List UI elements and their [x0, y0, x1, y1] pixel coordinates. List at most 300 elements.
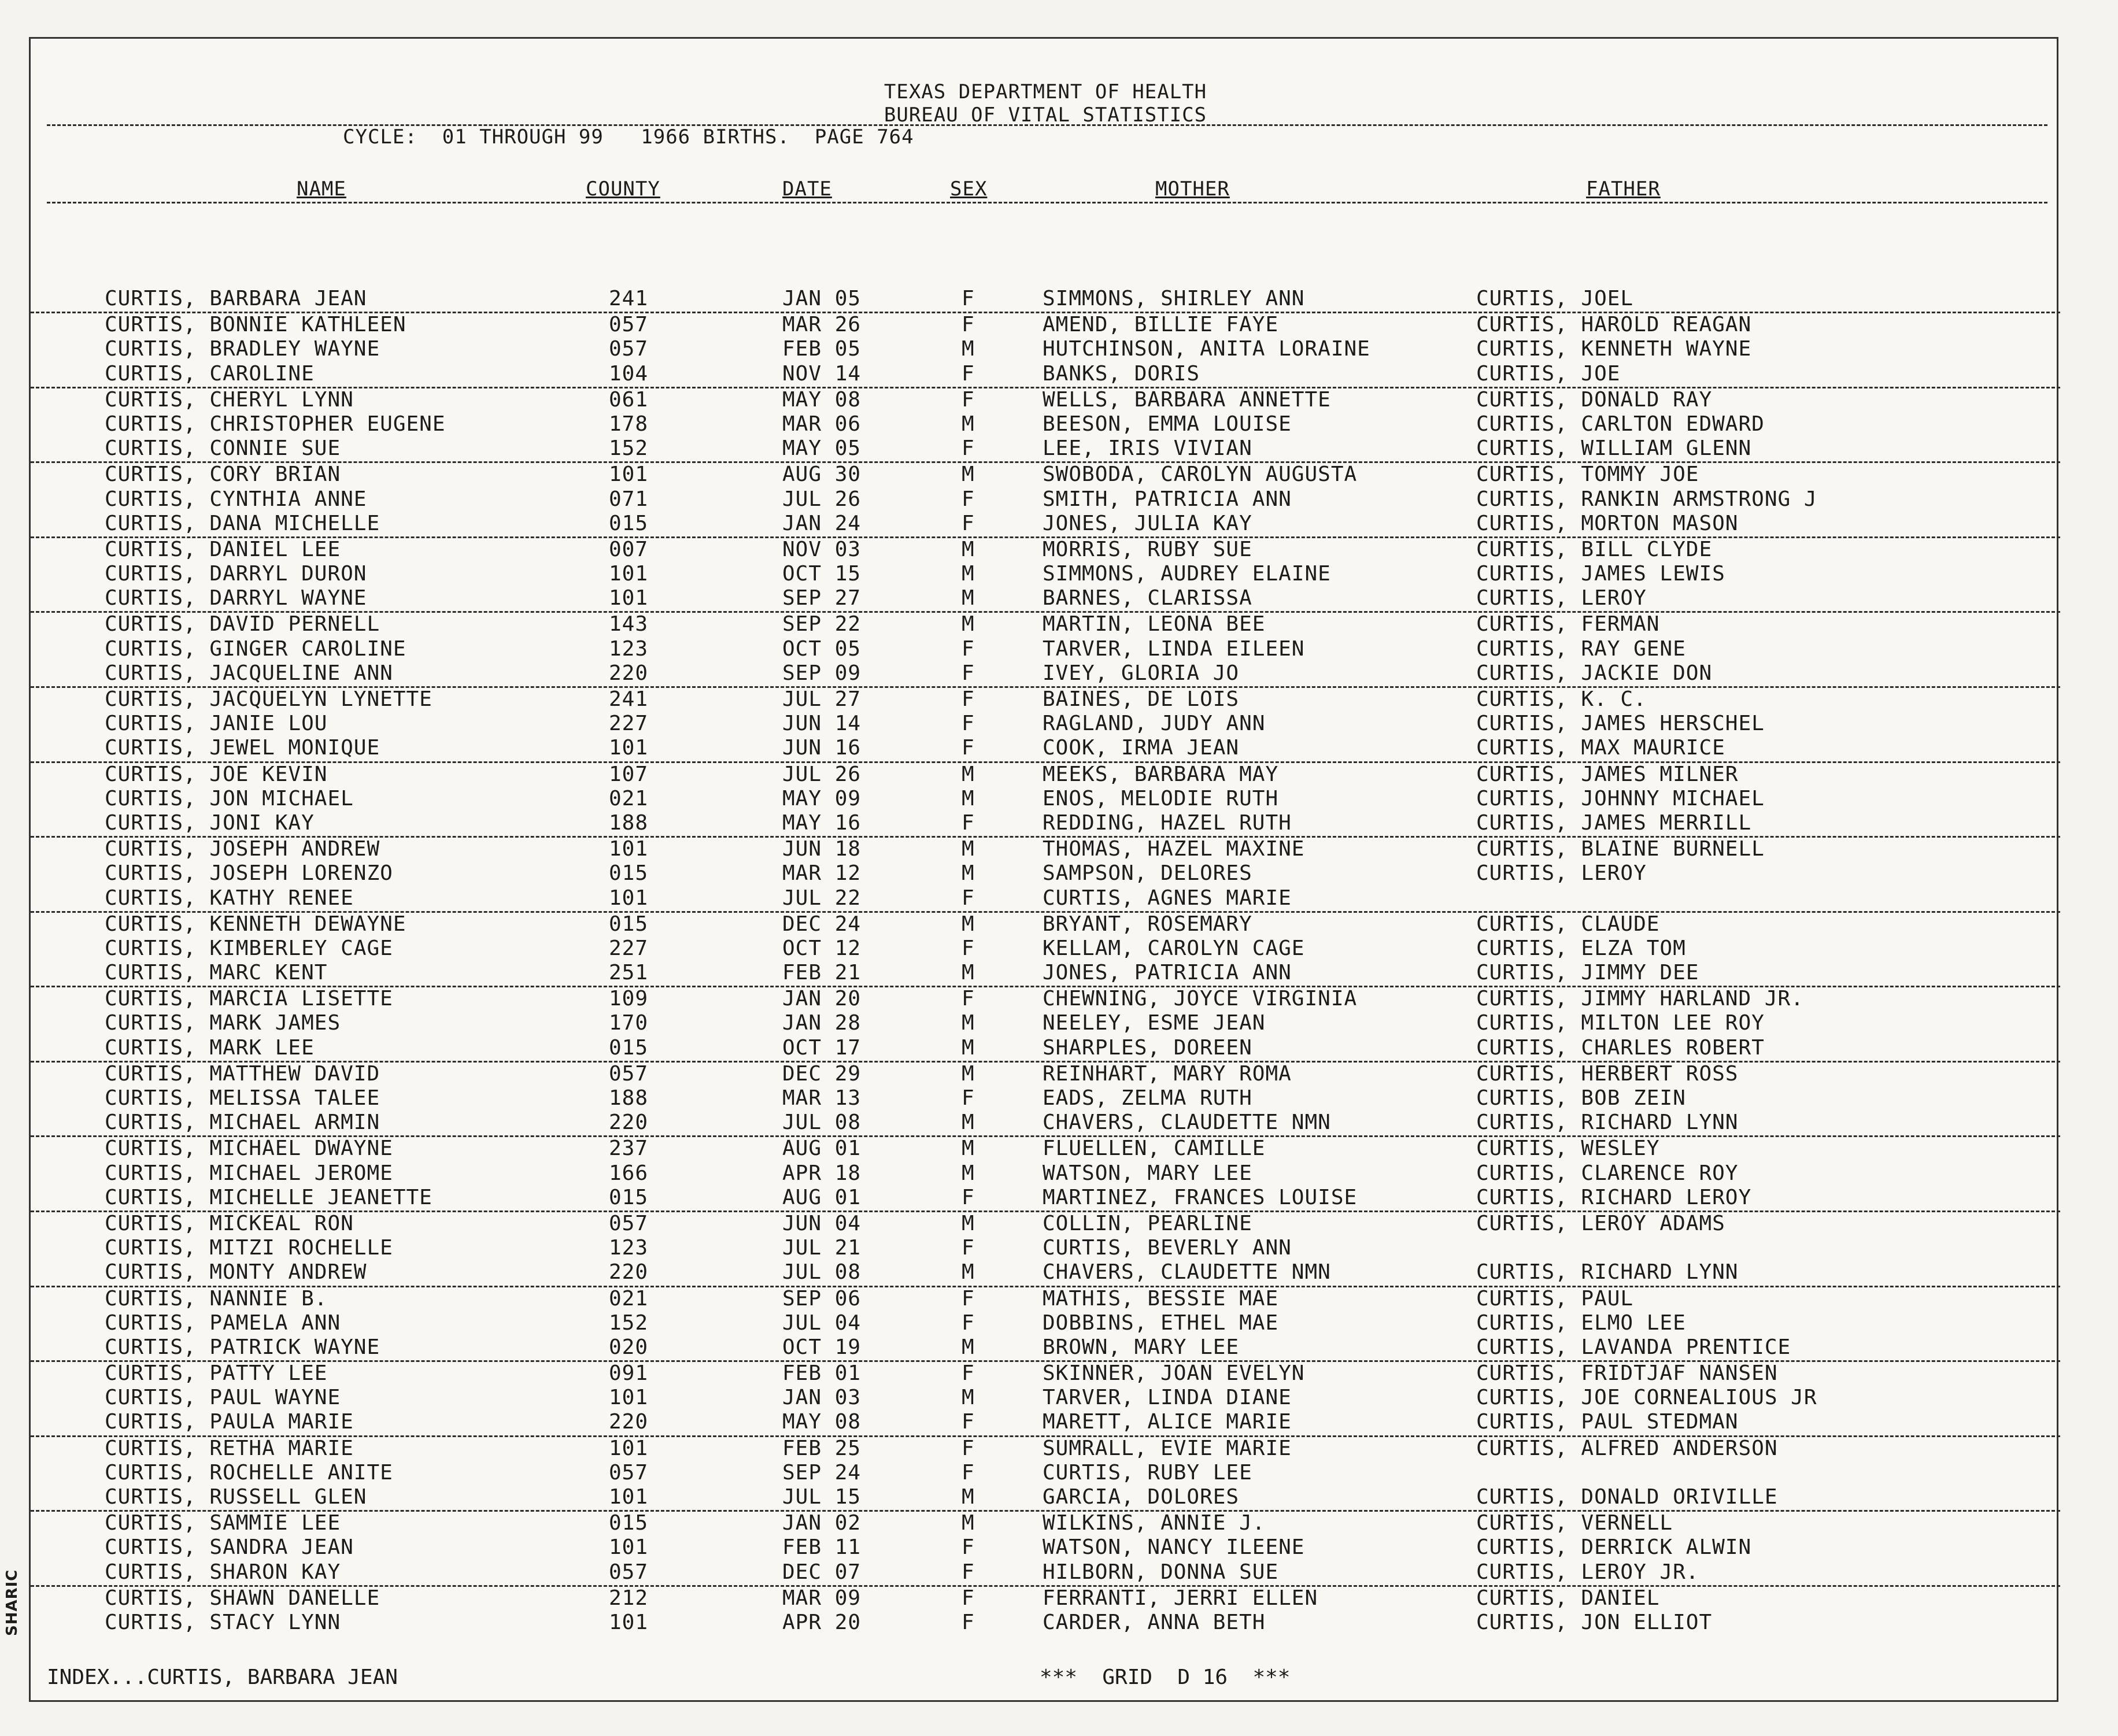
cell-date: JUL 26	[782, 487, 862, 511]
cell-name: CURTIS, NANNIE B.	[105, 1286, 328, 1311]
cell-father: CURTIS, PAUL	[1476, 1286, 1634, 1311]
cell-date: AUG 30	[782, 462, 862, 487]
cell-name: CURTIS, JACQUELINE ANN	[105, 661, 393, 685]
cell-county: 123	[609, 636, 649, 661]
table-row	[31, 587, 2060, 613]
cell-name: CURTIS, DARRYL WAYNE	[105, 586, 367, 610]
cell-county: 021	[609, 1286, 649, 1311]
cell-date: SEP 27	[782, 586, 862, 610]
cell-name: CURTIS, MITZI ROCHELLE	[105, 1236, 393, 1260]
cell-sex: M	[962, 1260, 975, 1285]
cell-county: 237	[609, 1137, 649, 1161]
cell-mother: CURTIS, AGNES MARIE	[1043, 886, 1292, 910]
cell-sex: F	[962, 1311, 975, 1335]
cell-father: CURTIS, FRIDTJAF NANSEN	[1476, 1361, 1778, 1386]
cell-date: OCT 17	[782, 1035, 862, 1060]
cell-name: CURTIS, CAROLINE	[105, 361, 315, 386]
cell-mother: CHAVERS, CLAUDETTE NMN	[1043, 1260, 1331, 1285]
cell-county: 101	[609, 1386, 649, 1410]
table-row	[31, 463, 2060, 487]
cell-name: CURTIS, CORY BRIAN	[105, 462, 341, 487]
cell-name: CURTIS, MICHAEL JEROME	[105, 1161, 393, 1185]
cell-name: CURTIS, SHAWN DANELLE	[105, 1586, 380, 1610]
cell-date: DEC 29	[782, 1061, 862, 1086]
cell-father: CURTIS, RICHARD LEROY	[1476, 1185, 1752, 1209]
cell-date: SEP 06	[782, 1286, 862, 1311]
table-row	[31, 987, 2060, 1012]
cell-sex: F	[962, 1086, 975, 1110]
cell-date: FEB 05	[782, 337, 862, 361]
cell-county: 015	[609, 912, 649, 936]
cell-name: CURTIS, SAMMIE LEE	[105, 1511, 341, 1535]
cell-sex: F	[962, 1236, 975, 1260]
table-row	[31, 362, 2060, 388]
index-label: INDEX...CURTIS, BARBARA JEAN	[47, 1665, 398, 1689]
cell-name: CURTIS, JOSEPH ANDREW	[105, 837, 380, 861]
cell-name: CURTIS, BONNIE KATHLEEN	[105, 313, 406, 337]
cell-mother: SKINNER, JOAN EVELYN	[1043, 1361, 1305, 1386]
side-label: SHARIC	[3, 1569, 21, 1636]
cell-county: 166	[609, 1161, 649, 1185]
cell-father: CURTIS, CLARENCE ROY	[1476, 1161, 1739, 1185]
cell-father: CURTIS, CARLTON EDWARD	[1476, 412, 1765, 436]
cell-sex: F	[962, 687, 975, 711]
cell-sex: M	[962, 537, 975, 561]
cell-father: CURTIS, DANIEL	[1476, 1586, 1660, 1610]
cell-mother: TARVER, LINDA DIANE	[1043, 1386, 1292, 1410]
cell-father: CURTIS, HAROLD REAGAN	[1476, 313, 1752, 337]
cell-name: CURTIS, JOE KEVIN	[105, 762, 328, 786]
cell-sex: M	[962, 562, 975, 586]
cell-name: CURTIS, MARK JAMES	[105, 1011, 341, 1035]
cell-sex: F	[962, 636, 975, 661]
cell-county: 091	[609, 1361, 649, 1386]
cell-name: CURTIS, DANA MICHELLE	[105, 511, 380, 535]
cell-name: CURTIS, CHRISTOPHER EUGENE	[105, 412, 446, 436]
cell-date: JUL 22	[782, 886, 862, 910]
table-row	[31, 613, 2060, 637]
cell-name: CURTIS, KIMBERLEY CAGE	[105, 936, 393, 960]
cell-father: CURTIS, LEROY	[1476, 861, 1647, 886]
cell-mother: MATHIS, BESSIE MAE	[1043, 1286, 1279, 1311]
cell-name: CURTIS, CYNTHIA ANNE	[105, 487, 367, 511]
cell-county: 152	[609, 436, 649, 461]
cell-county: 241	[609, 687, 649, 711]
cell-date: FEB 25	[782, 1436, 862, 1460]
cell-father: CURTIS, RAY GENE	[1476, 636, 1686, 661]
table-row	[31, 287, 2060, 313]
cell-name: CURTIS, BRADLEY WAYNE	[105, 337, 380, 361]
cell-mother: COOK, IRMA JEAN	[1043, 736, 1240, 760]
column-header-father: FATHER	[1586, 177, 1661, 201]
cell-mother: THOMAS, HAZEL MAXINE	[1043, 837, 1305, 861]
cell-sex: F	[962, 487, 975, 511]
cell-date: MAR 26	[782, 313, 862, 337]
table-row	[31, 1212, 2060, 1237]
cell-county: 104	[609, 361, 649, 386]
cell-father: CURTIS, HERBERT ROSS	[1476, 1061, 1739, 1086]
cell-mother: SMITH, PATRICIA ANN	[1043, 487, 1292, 511]
cell-date: OCT 05	[782, 636, 862, 661]
cell-county: 101	[609, 1436, 649, 1460]
cell-name: CURTIS, JONI KAY	[105, 810, 315, 835]
cell-sex: F	[962, 987, 975, 1011]
cell-sex: F	[962, 936, 975, 960]
cell-sex: F	[962, 511, 975, 535]
cell-sex: F	[962, 810, 975, 835]
cell-county: 188	[609, 810, 649, 835]
table-row	[31, 1087, 2060, 1111]
cell-mother: WATSON, MARY LEE	[1043, 1161, 1252, 1185]
cell-date: JAN 03	[782, 1386, 862, 1410]
cell-date: JUL 15	[782, 1485, 862, 1509]
cell-name: CURTIS, PAUL WAYNE	[105, 1386, 341, 1410]
cell-name: CURTIS, JACQUELYN LYNETTE	[105, 687, 433, 711]
cell-sex: M	[962, 912, 975, 936]
cell-name: CURTIS, MARC KENT	[105, 961, 328, 985]
cell-father: CURTIS, BILL CLYDE	[1476, 537, 1713, 561]
cell-county: 251	[609, 961, 649, 985]
cell-county: 007	[609, 537, 649, 561]
cell-sex: M	[962, 1386, 975, 1410]
cell-date: SEP 22	[782, 612, 862, 636]
table-row	[31, 688, 2060, 712]
cell-sex: M	[962, 1137, 975, 1161]
column-header-name: NAME	[297, 177, 346, 201]
cell-name: CURTIS, MICHAEL ARMIN	[105, 1111, 380, 1135]
cell-date: FEB 21	[782, 961, 862, 985]
cell-father: CURTIS, JOHNNY MICHAEL	[1476, 786, 1765, 810]
table-row	[31, 937, 2060, 961]
table-row	[31, 1611, 2060, 1635]
table-row	[31, 1512, 2060, 1536]
cell-sex: F	[962, 1286, 975, 1311]
cell-father: CURTIS, JON ELLIOT	[1476, 1610, 1713, 1634]
cell-mother: MORRIS, RUBY SUE	[1043, 537, 1252, 561]
cell-county: 101	[609, 837, 649, 861]
cell-mother: WATSON, NANCY ILEENE	[1043, 1535, 1305, 1560]
cell-mother: CURTIS, RUBY LEE	[1043, 1460, 1252, 1485]
cell-county: 227	[609, 936, 649, 960]
cell-county: 101	[609, 1485, 649, 1509]
cell-sex: F	[962, 1361, 975, 1386]
table-row	[31, 1536, 2060, 1560]
cell-mother: FERRANTI, JERRI ELLEN	[1043, 1586, 1318, 1610]
cell-sex: M	[962, 762, 975, 786]
cell-name: CURTIS, MATTHEW DAVID	[105, 1061, 380, 1086]
cell-name: CURTIS, KENNETH DEWAYNE	[105, 912, 406, 936]
cell-date: JUL 08	[782, 1260, 862, 1285]
cell-father: CURTIS, MORTON MASON	[1476, 511, 1739, 535]
table-row	[31, 1411, 2060, 1437]
cell-date: AUG 01	[782, 1137, 862, 1161]
cell-sex: F	[962, 1610, 975, 1634]
table-row	[31, 787, 2060, 812]
cell-mother: ENOS, MELODIE RUTH	[1043, 786, 1279, 810]
cell-sex: F	[962, 436, 975, 461]
cell-county: 227	[609, 712, 649, 736]
cell-father: CURTIS, JOE CORNEALIOUS JR	[1476, 1386, 1817, 1410]
table-row	[31, 913, 2060, 937]
cell-name: CURTIS, RUSSELL GLEN	[105, 1485, 367, 1509]
cell-date: MAR 06	[782, 412, 862, 436]
cell-sex: F	[962, 1535, 975, 1560]
cell-date: MAY 16	[782, 810, 862, 835]
cell-date: JUN 18	[782, 837, 862, 861]
cell-father: CURTIS, DERRICK ALWIN	[1476, 1535, 1752, 1560]
cell-name: CURTIS, DARRYL DURON	[105, 562, 367, 586]
cell-mother: CHAVERS, CLAUDETTE NMN	[1043, 1111, 1331, 1135]
cell-mother: MARTIN, LEONA BEE	[1043, 612, 1266, 636]
cell-mother: BROWN, MARY LEE	[1043, 1335, 1240, 1359]
cell-sex: M	[962, 1211, 975, 1235]
cell-father: CURTIS, ELZA TOM	[1476, 936, 1686, 960]
cell-father: CURTIS, LAVANDA PRENTICE	[1476, 1335, 1791, 1359]
cell-father: CURTIS, MILTON LEE ROY	[1476, 1011, 1765, 1035]
table-row	[31, 388, 2060, 413]
cell-county: 220	[609, 1111, 649, 1135]
cell-county: 152	[609, 1311, 649, 1335]
cell-county: 021	[609, 786, 649, 810]
cell-mother: DOBBINS, ETHEL MAE	[1043, 1311, 1279, 1335]
cell-sex: M	[962, 337, 975, 361]
cell-county: 101	[609, 886, 649, 910]
cell-father: CURTIS, JAMES MERRILL	[1476, 810, 1752, 835]
table-row	[31, 736, 2060, 762]
table-row	[31, 338, 2060, 362]
cell-father: CURTIS, PAUL STEDMAN	[1476, 1410, 1739, 1434]
cell-county: 123	[609, 1236, 649, 1260]
cell-father: CURTIS, JAMES HERSCHEL	[1476, 712, 1765, 736]
cell-date: JUL 08	[782, 1111, 862, 1135]
cell-county: 057	[609, 1061, 649, 1086]
cell-date: OCT 19	[782, 1335, 862, 1359]
cell-mother: SUMRALL, EVIE MARIE	[1043, 1436, 1292, 1460]
cell-date: APR 20	[782, 1610, 862, 1634]
cell-date: JUN 14	[782, 712, 862, 736]
cell-sex: M	[962, 1035, 975, 1060]
cell-sex: M	[962, 1061, 975, 1086]
cell-county: 057	[609, 337, 649, 361]
cell-date: JAN 28	[782, 1011, 862, 1035]
cell-date: JAN 05	[782, 287, 862, 310]
cell-date: MAY 05	[782, 436, 862, 461]
table-row	[31, 1186, 2060, 1212]
cell-mother: WILKINS, ANNIE J.	[1043, 1511, 1266, 1535]
cell-sex: F	[962, 313, 975, 337]
cell-mother: BEESON, EMMA LOUISE	[1043, 412, 1292, 436]
table-row	[31, 512, 2060, 538]
cell-county: 015	[609, 1511, 649, 1535]
table-row	[31, 313, 2060, 338]
cell-sex: F	[962, 712, 975, 736]
cell-sex: M	[962, 837, 975, 861]
cell-date: JUL 04	[782, 1311, 862, 1335]
cell-mother: SWOBODA, CAROLYN AUGUSTA	[1043, 462, 1358, 487]
cell-sex: F	[962, 1185, 975, 1209]
cell-mother: EADS, ZELMA RUTH	[1043, 1086, 1252, 1110]
cell-sex: F	[962, 1460, 975, 1485]
cell-date: FEB 11	[782, 1535, 862, 1560]
cell-sex: F	[962, 287, 975, 310]
cell-father: CURTIS, DONALD RAY	[1476, 387, 1713, 412]
cell-name: CURTIS, STACY LYNN	[105, 1610, 341, 1634]
cell-name: CURTIS, MARK LEE	[105, 1035, 315, 1060]
cell-father: CURTIS, RANKIN ARMSTRONG J	[1476, 487, 1817, 511]
cell-father: CURTIS, JIMMY HARLAND JR.	[1476, 987, 1804, 1011]
cell-mother: REDDING, HAZEL RUTH	[1043, 810, 1292, 835]
cell-father: CURTIS, ELMO LEE	[1476, 1311, 1686, 1335]
cell-date: OCT 15	[782, 562, 862, 586]
cell-name: CURTIS, MICHELLE JEANETTE	[105, 1185, 433, 1209]
cell-date: MAR 13	[782, 1086, 862, 1110]
table-row	[31, 1287, 2060, 1312]
cell-name: CURTIS, SHARON KAY	[105, 1560, 341, 1584]
cell-date: JUL 26	[782, 762, 862, 786]
cell-father: CURTIS, VERNELL	[1476, 1511, 1673, 1535]
cell-sex: M	[962, 612, 975, 636]
cell-county: 101	[609, 562, 649, 586]
table-row	[31, 562, 2060, 587]
cell-father: CURTIS, TOMMY JOE	[1476, 462, 1699, 487]
cell-county: 109	[609, 987, 649, 1011]
cell-county: 220	[609, 1410, 649, 1434]
column-header-sex: SEX	[950, 177, 988, 201]
cell-name: CURTIS, RETHA MARIE	[105, 1436, 354, 1460]
cell-mother: BRYANT, ROSEMARY	[1043, 912, 1252, 936]
cell-county: 057	[609, 1460, 649, 1485]
cell-father: CURTIS, JOEL	[1476, 287, 1634, 310]
cell-name: CURTIS, MICKEAL RON	[105, 1211, 354, 1235]
cell-name: CURTIS, JANIE LOU	[105, 712, 328, 736]
cell-county: 241	[609, 287, 649, 310]
cell-county: 107	[609, 762, 649, 786]
cell-sex: M	[962, 1011, 975, 1035]
cell-county: 188	[609, 1086, 649, 1110]
table-row	[31, 1587, 2060, 1611]
cell-mother: CURTIS, BEVERLY ANN	[1043, 1236, 1292, 1260]
cell-father: CURTIS, LEROY	[1476, 586, 1647, 610]
cell-sex: M	[962, 586, 975, 610]
table-row	[31, 961, 2060, 987]
cell-mother: NEELEY, ESME JEAN	[1043, 1011, 1266, 1035]
cell-father: CURTIS, BOB ZEIN	[1476, 1086, 1686, 1110]
cell-father: CURTIS, WILLIAM GLENN	[1476, 436, 1752, 461]
cell-name: CURTIS, MICHAEL DWAYNE	[105, 1137, 393, 1161]
cell-date: SEP 24	[782, 1460, 862, 1485]
cell-date: FEB 01	[782, 1361, 862, 1386]
cell-date: JUN 16	[782, 736, 862, 760]
cell-name: CURTIS, DANIEL LEE	[105, 537, 341, 561]
table-row	[31, 488, 2060, 512]
cell-father: CURTIS, KENNETH WAYNE	[1476, 337, 1752, 361]
cell-father: CURTIS, ALFRED ANDERSON	[1476, 1436, 1778, 1460]
cell-county: 220	[609, 1260, 649, 1285]
cell-name: CURTIS, CONNIE SUE	[105, 436, 341, 461]
column-header-mother: MOTHER	[1155, 177, 1230, 201]
cell-father: CURTIS, K. C.	[1476, 687, 1647, 711]
cell-mother: GARCIA, DOLORES	[1043, 1485, 1240, 1509]
cell-county: 015	[609, 861, 649, 886]
cell-mother: CARDER, ANNA BETH	[1043, 1610, 1266, 1634]
cycle-line: CYCLE: 01 THROUGH 99 1966 BIRTHS. PAGE 764	[343, 125, 914, 149]
table-row	[31, 1362, 2060, 1386]
table-row	[31, 1012, 2060, 1036]
cell-name: CURTIS, MELISSA TALEE	[105, 1086, 380, 1110]
cell-county: 015	[609, 1185, 649, 1209]
cell-mother: BARNES, CLARISSA	[1043, 586, 1252, 610]
table-row	[31, 1561, 2060, 1587]
table-row	[31, 887, 2060, 913]
cell-mother: AMEND, BILLIE FAYE	[1043, 313, 1279, 337]
cell-county: 178	[609, 412, 649, 436]
table-row	[31, 538, 2060, 562]
cell-sex: M	[962, 1111, 975, 1135]
cell-date: NOV 03	[782, 537, 862, 561]
cell-date: NOV 14	[782, 361, 862, 386]
table-row	[31, 1111, 2060, 1137]
cell-sex: F	[962, 1410, 975, 1434]
cell-date: JUN 04	[782, 1211, 862, 1235]
cell-date: MAY 08	[782, 1410, 862, 1434]
table-row	[31, 838, 2060, 862]
cell-mother: HUTCHINSON, ANITA LORAINE	[1043, 337, 1370, 361]
cell-mother: BAINES, DE LOIS	[1043, 687, 1240, 711]
cell-county: 057	[609, 313, 649, 337]
cell-date: APR 18	[782, 1161, 862, 1185]
cell-sex: F	[962, 1586, 975, 1610]
cell-mother: MARETT, ALICE MARIE	[1043, 1410, 1292, 1434]
table-row	[31, 437, 2060, 463]
cell-mother: CHEWNING, JOYCE VIRGINIA	[1043, 987, 1358, 1011]
cell-date: JAN 02	[782, 1511, 862, 1535]
cell-mother: JONES, PATRICIA ANN	[1043, 961, 1292, 985]
table-row	[31, 812, 2060, 838]
cell-date: JAN 24	[782, 511, 862, 535]
cell-sex: M	[962, 1485, 975, 1509]
cell-mother: MARTINEZ, FRANCES LOUISE	[1043, 1185, 1358, 1209]
table-row	[31, 1237, 2060, 1261]
table-row	[31, 662, 2060, 688]
cell-mother: HILBORN, DONNA SUE	[1043, 1560, 1279, 1584]
cell-county: 143	[609, 612, 649, 636]
cell-date: OCT 12	[782, 936, 862, 960]
table-row	[31, 1063, 2060, 1087]
cell-name: CURTIS, SANDRA JEAN	[105, 1535, 354, 1560]
cell-mother: JONES, JULIA KAY	[1043, 511, 1252, 535]
cell-mother: BANKS, DORIS	[1043, 361, 1200, 386]
table-row	[31, 638, 2060, 662]
table-row	[31, 1386, 2060, 1411]
grid-label: *** GRID D 16 ***	[1040, 1665, 1291, 1689]
table-row	[31, 413, 2060, 437]
cell-father: CURTIS, CHARLES ROBERT	[1476, 1035, 1765, 1060]
cell-county: 101	[609, 586, 649, 610]
cell-name: CURTIS, JOSEPH LORENZO	[105, 861, 393, 886]
cell-sex: F	[962, 736, 975, 760]
cell-county: 212	[609, 1586, 649, 1610]
cell-county: 101	[609, 1535, 649, 1560]
cell-mother: RAGLAND, JUDY ANN	[1043, 712, 1266, 736]
cell-county: 020	[609, 1335, 649, 1359]
cell-mother: SIMMONS, SHIRLEY ANN	[1043, 287, 1305, 310]
cell-name: CURTIS, ROCHELLE ANITE	[105, 1460, 393, 1485]
cell-father: CURTIS, JAMES MILNER	[1476, 762, 1739, 786]
cell-father: CURTIS, CLAUDE	[1476, 912, 1660, 936]
table-row	[31, 1461, 2060, 1486]
cell-mother: REINHART, MARY ROMA	[1043, 1061, 1292, 1086]
table-row	[31, 1486, 2060, 1512]
